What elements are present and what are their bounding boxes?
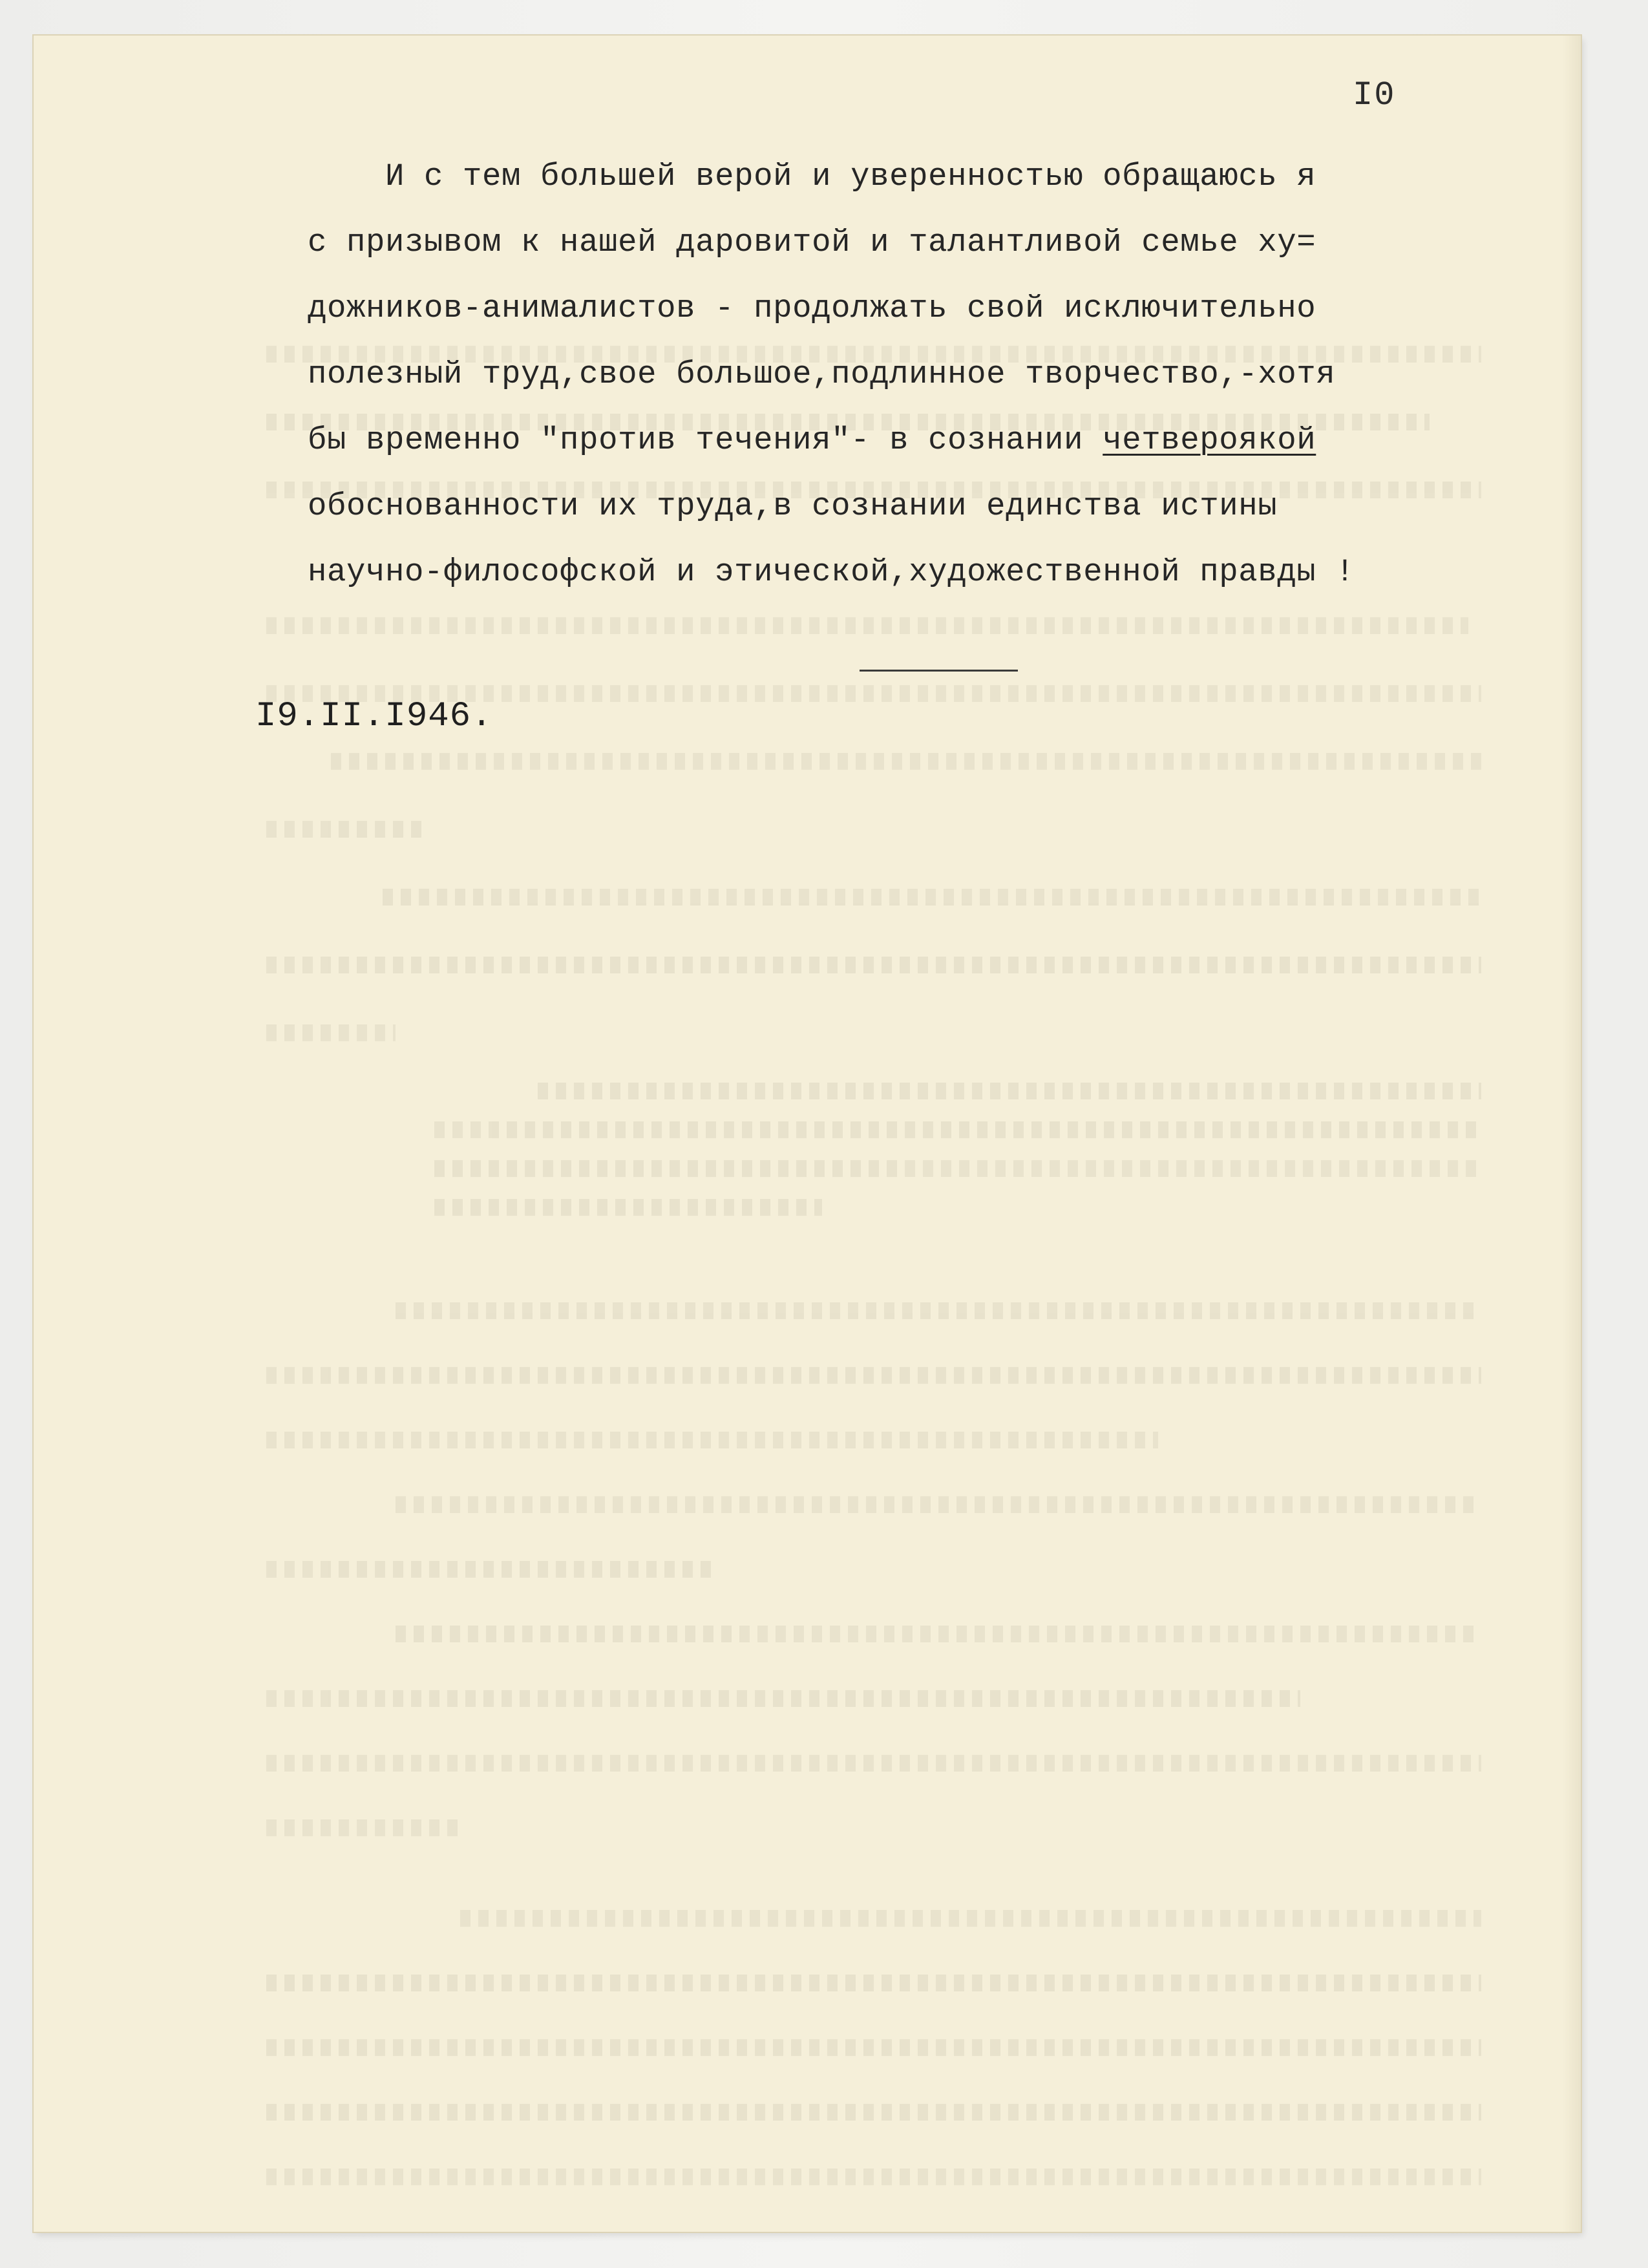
paragraph-line-4: полезный труд,свое большое,подлинное творчество,-хотя [308,356,1336,392]
paragraph-line-5 [308,422,1316,458]
page-number: I0 [1353,76,1396,114]
paragraph-line-1: И с тем большей верой и уверенностью обращаюсь я [385,158,1316,195]
document-date: I9.II.I946. [255,697,493,736]
separator-line [860,670,1018,672]
paragraph-line-2: с призывом к нашей даровитой и талантливой семье ху= [308,224,1316,260]
paragraph-line-3: дожников-анималистов - продолжать свой исключительно [308,290,1316,326]
underlined-word: четвероякой [1103,422,1316,458]
paragraph-line-7: научно-философской и этической,художественной правды ! [308,554,1355,590]
paragraph-line-5-text: бы временно "против течения"- в сознании [308,422,1103,458]
paragraph-line-6: обоснованности их труда,в сознании единства истины [308,488,1278,524]
